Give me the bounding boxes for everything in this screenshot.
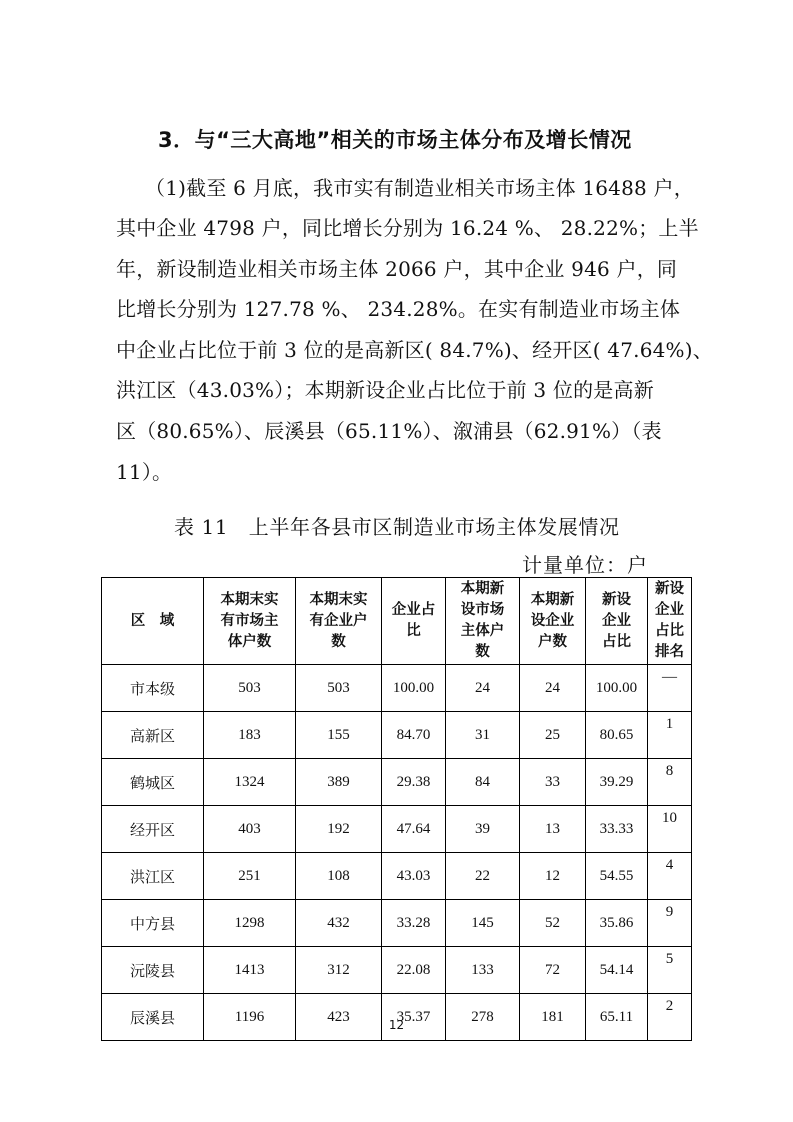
table-cell: 12 bbox=[520, 853, 586, 900]
rank-cell: 9 bbox=[648, 900, 692, 947]
rank-cell: 2 bbox=[648, 994, 692, 1041]
paragraph-line: 其中企业 4798 户，同比增长分别为 16.24 %、 28.22%；上半 bbox=[116, 216, 699, 240]
table-row bbox=[102, 947, 692, 994]
table-cell: 1196 bbox=[204, 994, 296, 1041]
table-body bbox=[102, 665, 692, 1041]
header-line: 有企业户 bbox=[309, 612, 368, 629]
table-cell: 47.64 bbox=[382, 806, 446, 853]
header-line: 企业 bbox=[655, 602, 684, 618]
table-cell: 100.00 bbox=[382, 665, 446, 712]
header-line: 本期新 bbox=[530, 591, 575, 608]
header-line: 设市场 bbox=[460, 602, 505, 618]
table-cell: 181 bbox=[520, 994, 586, 1041]
table-cell: 43.03 bbox=[382, 853, 446, 900]
table-cell: 72 bbox=[520, 947, 586, 994]
table-cell: 389 bbox=[296, 759, 382, 806]
table-cell: 35.37 bbox=[382, 994, 446, 1041]
table-cell: 25 bbox=[520, 712, 586, 759]
region-cell: 高新区 bbox=[102, 712, 204, 759]
table-row bbox=[102, 806, 692, 853]
header-line: 体户数 bbox=[227, 633, 272, 650]
header-line: 新设 bbox=[655, 581, 684, 597]
table-cell: 31 bbox=[446, 712, 520, 759]
table-cell: 13 bbox=[520, 806, 586, 853]
table-cell: 432 bbox=[296, 900, 382, 947]
paragraph-line: 洪江区（43.03%）；本期新设企业占比位于前 3 位的是高新 bbox=[116, 378, 654, 402]
table-header-cell bbox=[586, 578, 648, 665]
header-line: 设企业 bbox=[530, 612, 575, 629]
table-header-row bbox=[102, 578, 692, 665]
header-line: 本期新 bbox=[460, 581, 505, 597]
section-heading: 3．与“三大高地”相关的市场主体分布及增长情况 bbox=[158, 128, 632, 152]
table-cell: 133 bbox=[446, 947, 520, 994]
region-cell: 辰溪县 bbox=[102, 994, 204, 1041]
table-cell: 33 bbox=[520, 759, 586, 806]
table-cell: 22.08 bbox=[382, 947, 446, 994]
table-unit: 计量单位：户 bbox=[522, 553, 648, 577]
rank-cell: 1 bbox=[648, 712, 692, 759]
table-cell: 29.38 bbox=[382, 759, 446, 806]
table-cell: 80.65 bbox=[586, 712, 648, 759]
paragraph-line: 中企业占比位于前 3 位的是高新区( 84.7%)、经开区( 47.64%)、 bbox=[116, 338, 713, 362]
table-header-cell bbox=[520, 578, 586, 665]
paragraph-line: 年，新设制造业相关市场主体 2066 户，其中企业 946 户，同 bbox=[116, 257, 678, 281]
table-row bbox=[102, 712, 692, 759]
table-cell: 39.29 bbox=[586, 759, 648, 806]
rank-cell: 5 bbox=[648, 947, 692, 994]
rank-cell: 4 bbox=[648, 853, 692, 900]
rank-cell: 10 bbox=[648, 806, 692, 853]
table-header-cell bbox=[446, 578, 520, 665]
region-cell: 经开区 bbox=[102, 806, 204, 853]
rank-cell: 8 bbox=[648, 759, 692, 806]
table-header-cell bbox=[102, 578, 204, 665]
header-line: 数 bbox=[331, 633, 346, 650]
header-line: 数 bbox=[475, 644, 490, 660]
region-cell: 中方县 bbox=[102, 900, 204, 947]
table-row bbox=[102, 665, 692, 712]
table-cell: 84 bbox=[446, 759, 520, 806]
region-cell: 洪江区 bbox=[102, 853, 204, 900]
table-cell: 312 bbox=[296, 947, 382, 994]
table-cell: 403 bbox=[204, 806, 296, 853]
header-line: 新设 bbox=[602, 591, 631, 608]
table-cell: 52 bbox=[520, 900, 586, 947]
table-header-cell bbox=[204, 578, 296, 665]
paragraph-line: 11）。 bbox=[116, 460, 173, 484]
table-cell: 100.00 bbox=[586, 665, 648, 712]
table-cell: 192 bbox=[296, 806, 382, 853]
paragraph-line: （1)截至 6 月底，我市实有制造业相关市场主体 16488 户， bbox=[145, 176, 694, 200]
region-cell: 鹤城区 bbox=[102, 759, 204, 806]
table-cell: 155 bbox=[296, 712, 382, 759]
header-line: 区 域 bbox=[130, 612, 175, 629]
table-row bbox=[102, 759, 692, 806]
table-cell: 108 bbox=[296, 853, 382, 900]
table-cell: 423 bbox=[296, 994, 382, 1041]
header-line: 比 bbox=[406, 623, 421, 639]
header-line: 排名 bbox=[655, 644, 684, 660]
paragraph-line: 比增长分别为 127.78 %、 234.28%。在实有制造业市场主体 bbox=[116, 297, 681, 321]
table-cell: 278 bbox=[446, 994, 520, 1041]
header-line: 占比 bbox=[602, 633, 631, 650]
rank-cell: — bbox=[648, 665, 692, 712]
table-cell: 503 bbox=[204, 665, 296, 712]
table-header-cell bbox=[296, 578, 382, 665]
table-cell: 1324 bbox=[204, 759, 296, 806]
table-cell: 503 bbox=[296, 665, 382, 712]
table-cell: 1413 bbox=[204, 947, 296, 994]
page-number: 12 bbox=[388, 1018, 405, 1032]
table-header-cell bbox=[382, 578, 446, 665]
table-cell: 54.55 bbox=[586, 853, 648, 900]
region-cell: 沅陵县 bbox=[102, 947, 204, 994]
table-cell: 183 bbox=[204, 712, 296, 759]
paragraph-line: 区（80.65%）、辰溪县（65.11%）、溆浦县（62.91%）（表 bbox=[116, 419, 662, 443]
table-cell: 22 bbox=[446, 853, 520, 900]
region-cell: 市本级 bbox=[102, 665, 204, 712]
table-cell: 251 bbox=[204, 853, 296, 900]
header-line: 主体户 bbox=[460, 623, 505, 639]
table-row bbox=[102, 900, 692, 947]
table-row bbox=[102, 994, 692, 1041]
table-cell: 145 bbox=[446, 900, 520, 947]
table-row bbox=[102, 853, 692, 900]
table-cell: 24 bbox=[520, 665, 586, 712]
data-table bbox=[101, 577, 692, 1041]
header-line: 占比 bbox=[655, 623, 684, 639]
table-cell: 65.11 bbox=[586, 994, 648, 1041]
table-caption: 表 11 上半年各县市区制造业市场主体发展情况 bbox=[174, 515, 620, 539]
header-line: 企业 bbox=[602, 612, 631, 629]
header-line: 有市场主 bbox=[220, 612, 279, 629]
table-cell: 24 bbox=[446, 665, 520, 712]
table-cell: 84.70 bbox=[382, 712, 446, 759]
table-header-cell bbox=[648, 578, 692, 665]
header-line: 户数 bbox=[538, 633, 567, 650]
header-line: 本期末实 bbox=[220, 591, 279, 608]
table-cell: 33.33 bbox=[586, 806, 648, 853]
table-cell: 54.14 bbox=[586, 947, 648, 994]
table-cell: 35.86 bbox=[586, 900, 648, 947]
table-cell: 1298 bbox=[204, 900, 296, 947]
table-cell: 33.28 bbox=[382, 900, 446, 947]
table-cell: 39 bbox=[446, 806, 520, 853]
header-line: 企业占 bbox=[391, 602, 436, 618]
header-line: 本期末实 bbox=[309, 591, 368, 608]
